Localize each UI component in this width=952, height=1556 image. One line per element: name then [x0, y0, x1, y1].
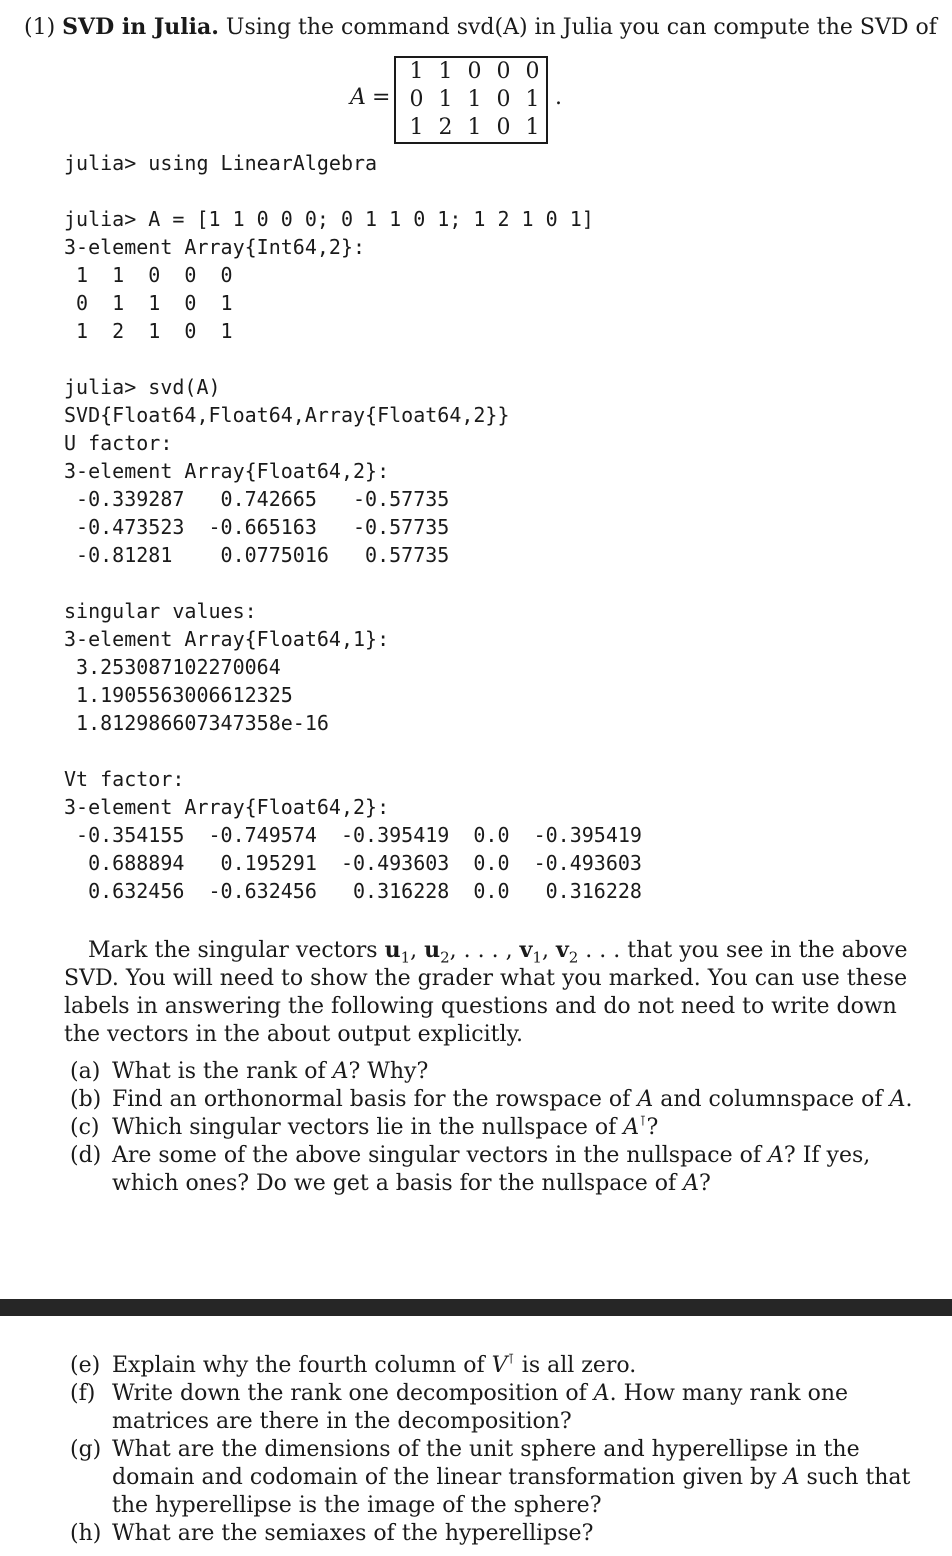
code-line: 3-element Array{Float64,1}:: [64, 627, 390, 651]
code-line: 3-element Array{Int64,2}:: [64, 235, 366, 259]
code-line: julia> A = [1 1 0 0 0; 0 1 1 0 1; 1 2 1 0 1]: [64, 207, 594, 231]
code-line: 3.253087102270064: [64, 655, 281, 679]
matrix-label: A: [350, 85, 366, 110]
question-b: (b) Find an orthonormal basis for the rowspace of A and columnspace of A.: [70, 1087, 913, 1112]
code-line: 1 1 0 0 0: [64, 263, 233, 287]
code-line: 0.688894 0.195291 -0.493603 0.0 -0.493603: [64, 851, 642, 875]
code-line: -0.354155 -0.749574 -0.395419 0.0 -0.395419: [64, 823, 642, 847]
question-list: [64, 1058, 934, 1198]
matrix-row: 1 2 1 0 1: [409, 115, 540, 140]
code-line: U factor:: [64, 431, 173, 455]
problem-intro: Using the command svd(A) in Julia you can compute the SVD of: [225, 15, 937, 40]
matrix-brackets: [394, 56, 548, 144]
code-line: 0.632456 -0.632456 0.316228 0.0 0.316228: [64, 879, 642, 903]
code-line: SVD{Float64,Float64,Array{Float64,2}}: [64, 403, 510, 427]
question-e: (e) Explain why the fourth column of V⊺ is all zero.: [70, 1351, 637, 1378]
problem-heading: [24, 14, 937, 40]
problem-title: SVD in Julia.: [62, 14, 219, 40]
code-line: 1 2 1 0 1: [64, 319, 233, 343]
question-g: (g) What are the dimensions of the unit sphere and hyperellipse in the domain and codomain of the linear transformation given by A such that the hyperellipse is the image of the sphere?: [70, 1437, 911, 1518]
question-f: (f) Write down the rank one decomposition of A. How many rank one matrices are there in the decomposition?: [70, 1381, 849, 1434]
code-line: 1.1905563006612325: [64, 683, 293, 707]
code-line: 1.812986607347358e-16: [64, 711, 329, 735]
matrix-row: 0 1 1 0 1: [409, 87, 540, 112]
code-line: -0.473523 -0.665163 -0.57735: [64, 515, 450, 539]
code-line: 0 1 1 0 1: [64, 291, 233, 315]
matrix-row: 1 1 0 0 0: [409, 59, 540, 84]
code-line: -0.339287 0.742665 -0.57735: [64, 487, 450, 511]
code-line: Vt factor:: [64, 767, 185, 791]
matrix-period: .: [555, 85, 562, 110]
page-divider: [0, 1299, 952, 1316]
question-d: (d) Are some of the above singular vectors in the nullspace of A? If yes, which ones? Do we get a basis for the nullspace of A?: [70, 1143, 871, 1196]
matrix-equals: =: [372, 85, 391, 110]
code-line: -0.81281 0.0775016 0.57735: [64, 543, 450, 567]
instructions-paragraph: Mark the singular vectors $u_1$, $u_2$, . . . , $v_1$, $v_2$ . . . that you see in the above SVD. You will need to show the grader what you marked. You can use these labels in answering the following questions and do not need to write down the vectors in the about output explicitly.: [64, 937, 908, 1047]
question-list: [64, 1352, 934, 1548]
code-line: julia> svd(A): [64, 375, 221, 399]
problem-number: (1): [24, 15, 56, 40]
code-line: julia> using LinearAlgebra: [64, 151, 378, 175]
question-a: (a) What is the rank of A? Why?: [70, 1059, 429, 1084]
code-line: 3-element Array{Float64,2}:: [64, 459, 390, 483]
question-h: (h) What are the semiaxes of the hyperellipse?: [70, 1521, 594, 1546]
code-line: 3-element Array{Float64,2}:: [64, 795, 390, 819]
question-c: (c) Which singular vectors lie in the nullspace of A⊺?: [70, 1113, 659, 1140]
code-line: singular values:: [64, 599, 257, 623]
